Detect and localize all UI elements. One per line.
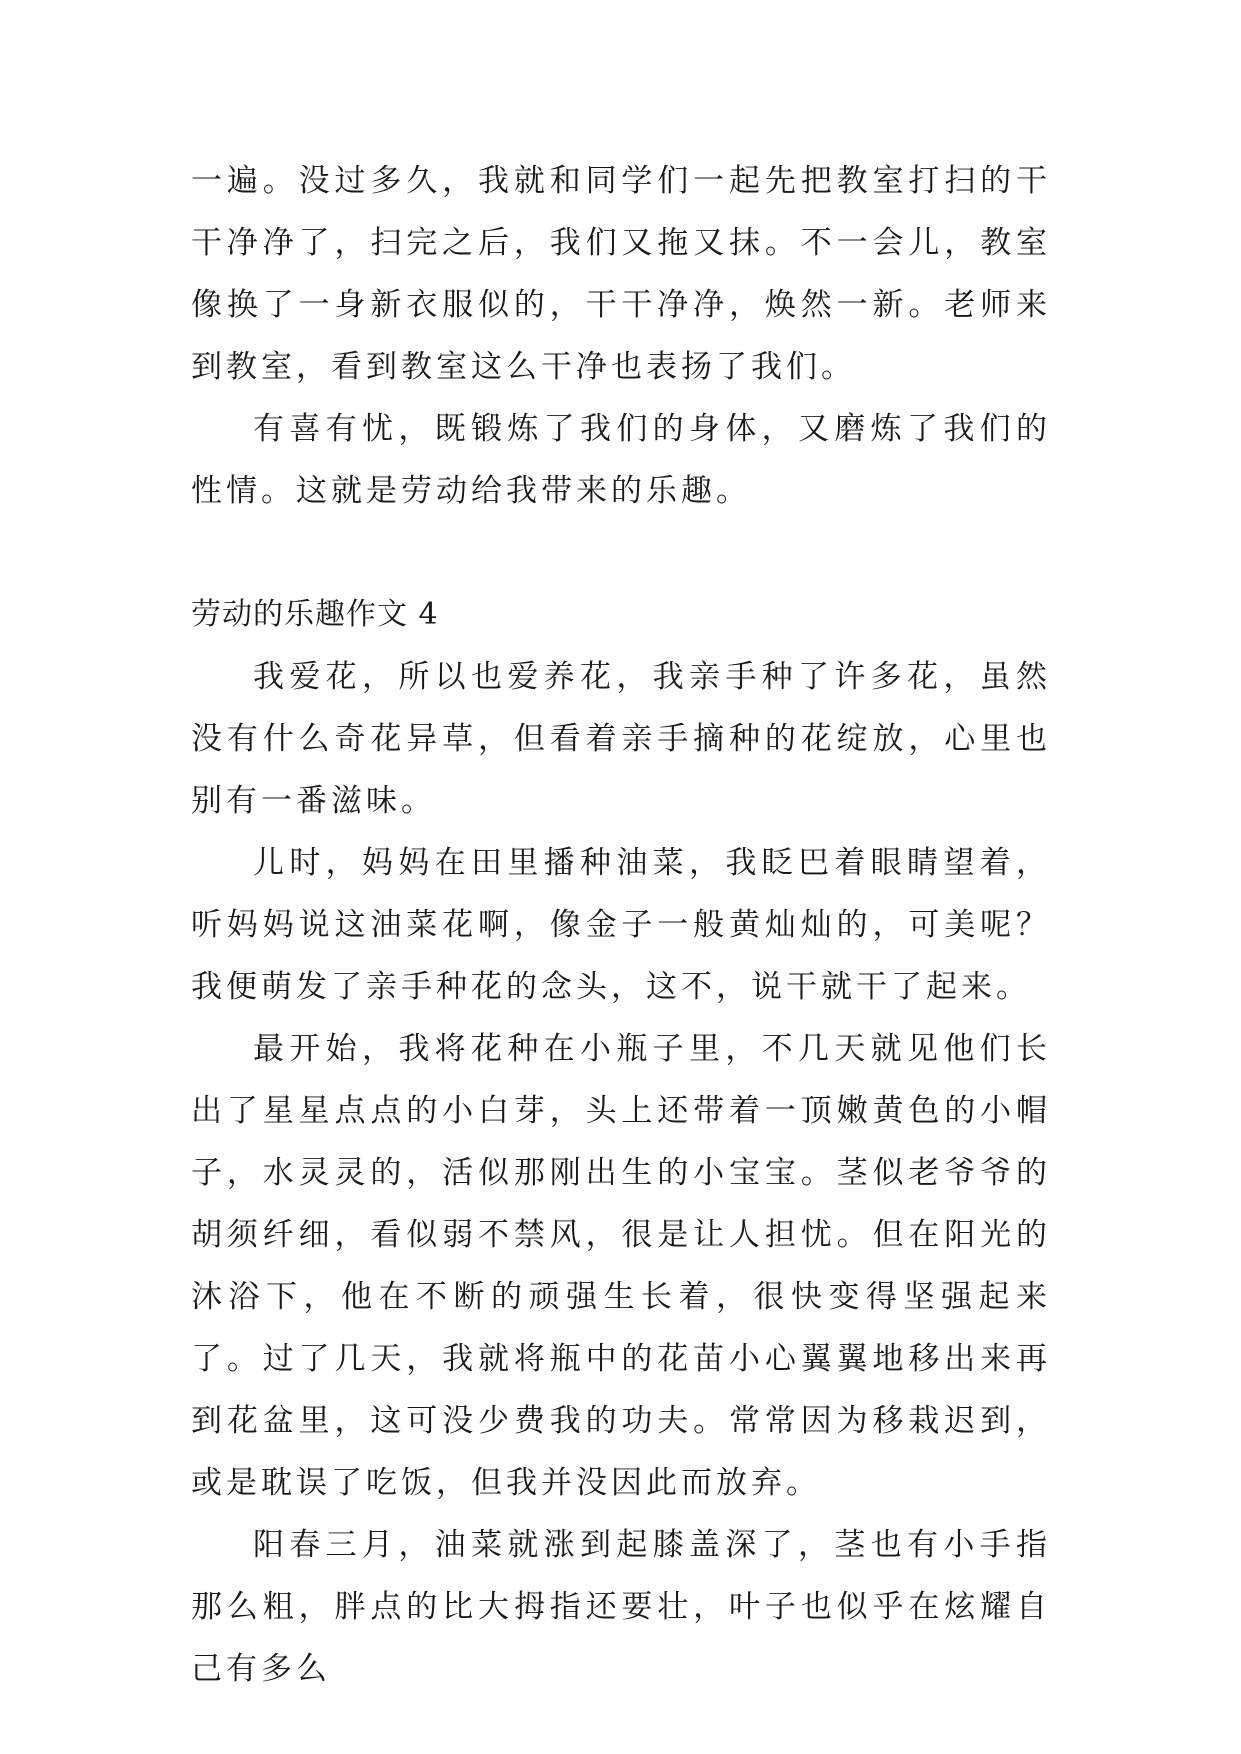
section-title: 劳动的乐趣作文 4 xyxy=(191,597,439,632)
body-paragraph: 儿时，妈妈在田里播种油菜，我眨巴着眼睛望着，听妈妈说这油菜花啊，像金子一般黄灿灿的，可美呢？我便萌发了亲手种花的念头，这不，说干就干了起来。 xyxy=(191,845,1051,1005)
closing-paragraph: 有喜有忧，既锻炼了我们的身体，又磨炼了我们的性情。这就是劳动给我带来的乐趣。 xyxy=(191,411,1051,509)
document-body xyxy=(191,150,1051,1700)
body-paragraph: 最开始，我将花种在小瓶子里，不几天就见他们长出了星星点点的小白芽，头上还带着一顶嫩黄色的小帽子，水灵灵的，活似那刚出生的小宝宝。茎似老爷爷的胡须纤细，看似弱不禁风，很是让人担忧。但在阳光的沐浴下，他在不断的顽强生长着，很快变得坚强起来了。过了几天，我就将瓶中的花苗小心翼翼地移出来再到花盆里，这可没少费我的功夫。常常因为移栽迟到，或是耽误了吃饭，但我并没因此而放弃。 xyxy=(191,1031,1051,1501)
body-paragraph: 我爱花，所以也爱养花，我亲手种了许多花，虽然没有什么奇花异草，但看着亲手摘种的花绽放，心里也别有一番滋味。 xyxy=(191,659,1051,819)
continuation-paragraph: 一遍。没过多久，我就和同学们一起先把教室打扫的干干净净了，扫完之后，我们又拖又抹。不一会儿，教室像换了一身新衣服似的，干干净净，焕然一新。老师来到教室，看到教室这么干净也表扬了我们。 xyxy=(191,163,1051,385)
body-paragraph: 阳春三月，油菜就涨到起膝盖深了，茎也有小手指那么粗，胖点的比大拇指还要壮，叶子也似乎在炫耀自己有多么 xyxy=(191,1527,1051,1687)
